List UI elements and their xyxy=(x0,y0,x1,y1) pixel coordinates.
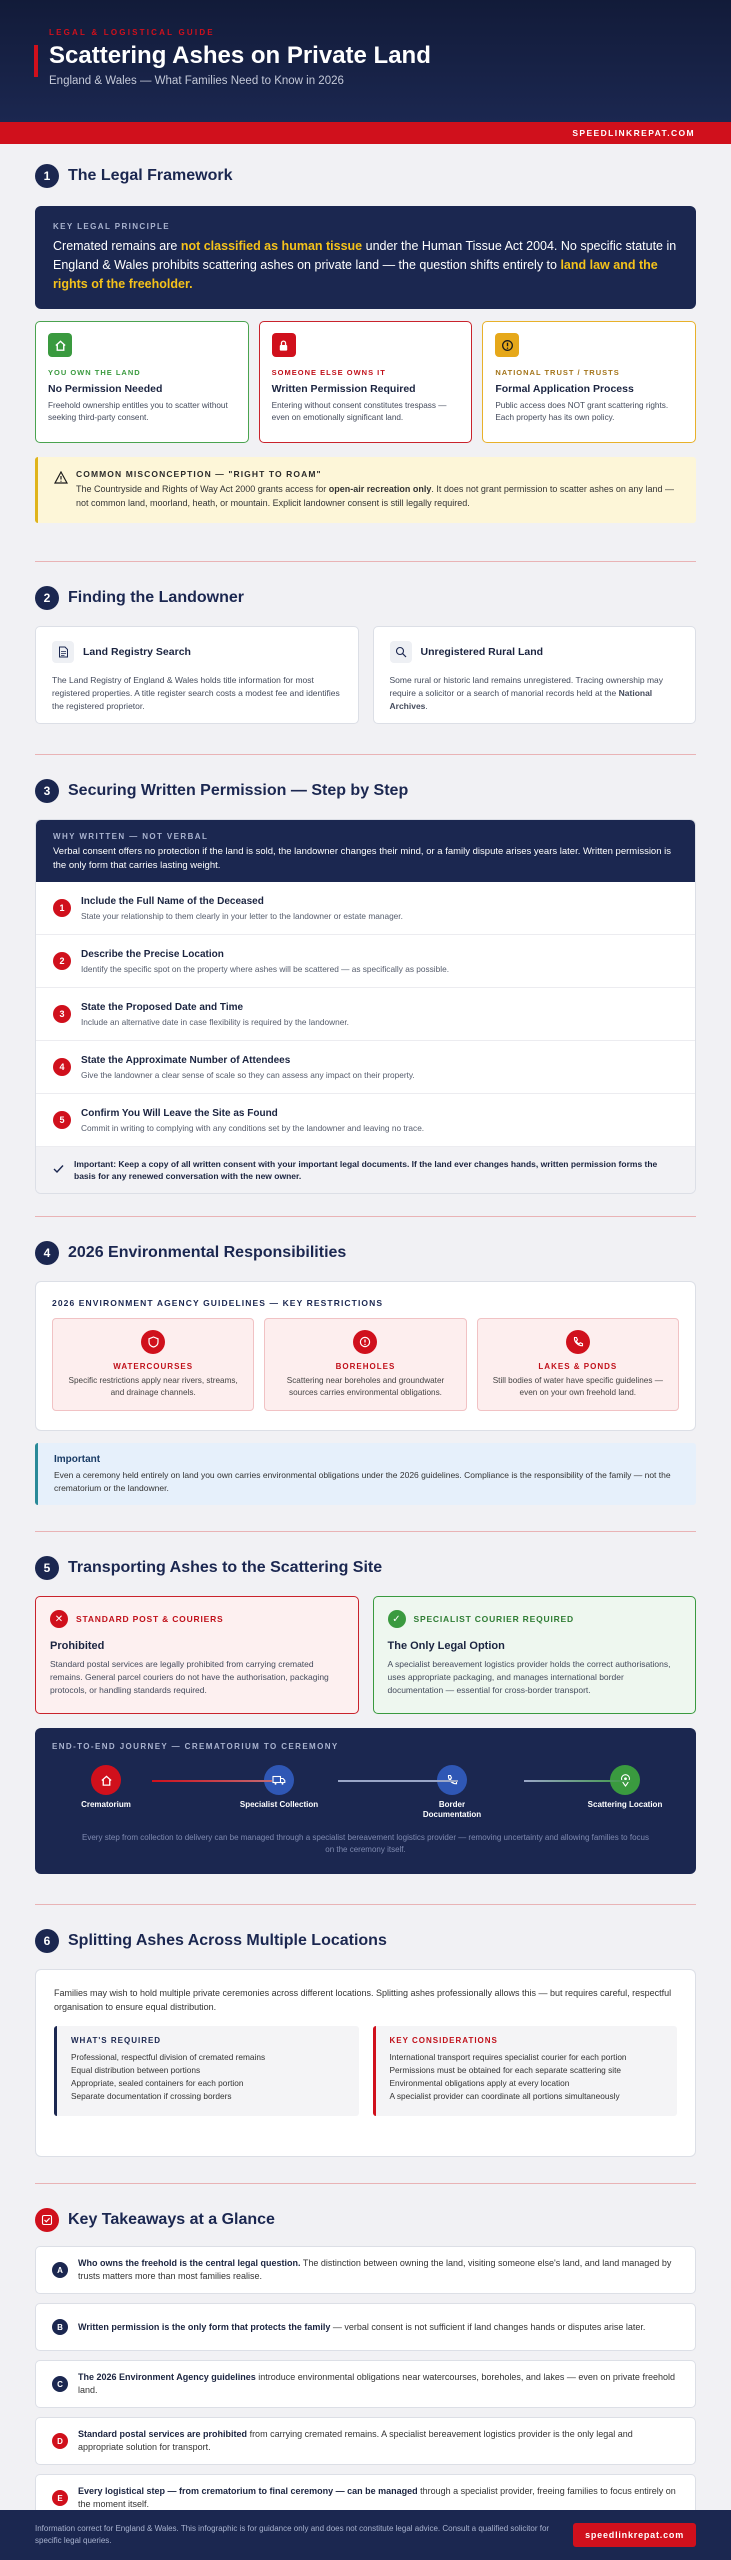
section-7-header xyxy=(35,2208,696,2232)
transport-cards xyxy=(35,1596,696,1714)
list-item: Environmental obligations apply at every location xyxy=(389,2078,570,2088)
shield-icon xyxy=(141,1330,165,1354)
why-label: WHY WRITTEN — NOT VERBAL xyxy=(53,832,209,841)
document-icon xyxy=(52,641,74,663)
specialist-courier-card xyxy=(373,1596,697,1714)
card-text: Entering without consent constitutes trespass — even on emotionally significant land. xyxy=(271,401,447,422)
journey-label: END-TO-END JOURNEY — CREMATORIUM TO CEREMONY xyxy=(52,1742,339,1751)
takeaway-text: Written permission is the only form that protects the family — verbal consent is not sufficient if land changes hands or disputes arise later. xyxy=(78,2321,646,2332)
section-title: 2026 Environmental Responsibilities xyxy=(68,1244,347,1261)
list-item: A specialist provider can coordinate all portions simultaneously xyxy=(389,2091,620,2101)
list-item: Professional, respectful division of cremated remains xyxy=(71,2052,266,2062)
card-own-land xyxy=(35,321,249,443)
card-title: Written Permission Required xyxy=(271,383,416,395)
node-label: Border Documentation xyxy=(422,1800,482,1819)
card-label: NATIONAL TRUST / TRUSTS xyxy=(495,368,620,377)
section-title: The Legal Framework xyxy=(68,167,233,184)
divider xyxy=(35,1904,696,1905)
journey-connector xyxy=(152,1780,272,1782)
important-title: Important xyxy=(54,1454,101,1465)
step-title: Describe the Precise Location xyxy=(81,948,224,960)
alert-circle-icon xyxy=(353,1330,377,1354)
journey-node-scattering xyxy=(585,1765,665,1810)
card-other-owner xyxy=(259,321,473,443)
divider xyxy=(35,2183,696,2184)
step-description: Include an alternative date in case flexibility is required by the landowner. xyxy=(81,1016,349,1027)
journey-node-collection xyxy=(239,1765,319,1810)
list-item: Equal distribution between portions xyxy=(71,2065,201,2075)
home-icon xyxy=(48,333,72,357)
site-strip: SPEEDLINKREPAT.COM xyxy=(0,122,731,144)
card-label: BOREHOLES xyxy=(335,1362,396,1371)
lakes-ponds-card xyxy=(477,1318,679,1411)
step-number: 3 xyxy=(53,1005,71,1023)
divider xyxy=(35,1216,696,1217)
step-description: State your relationship to them clearly in your letter to the landowner or estate manager. xyxy=(81,910,403,921)
card-title: Land Registry Search xyxy=(83,646,191,658)
ownership-cards xyxy=(35,321,696,443)
divider xyxy=(35,1531,696,1532)
permission-steps xyxy=(35,819,696,1194)
section-5-header xyxy=(35,1556,696,1580)
card-text: Some rural or historic land remains unregistered. Tracing ownership may require a solicitor or a search of manorial records held at the National Archives. xyxy=(389,675,664,711)
divider xyxy=(35,561,696,562)
steps-list xyxy=(36,882,695,1147)
considerations-list xyxy=(390,2051,664,2103)
takeaway-letter: C xyxy=(52,2376,68,2392)
divider xyxy=(35,754,696,755)
journey-connector xyxy=(338,1780,458,1782)
section-4-header xyxy=(35,1241,696,1265)
takeaway-item xyxy=(35,2303,696,2351)
step-title: Confirm You Will Leave the Site as Found xyxy=(81,1107,278,1119)
card-text: Public access does NOT grant scattering rights. Each property has its own policy. xyxy=(495,401,669,422)
takeaway-item xyxy=(35,2360,696,2408)
page-subtitle: England & Wales — What Families Need to Know in 2026 xyxy=(49,75,344,87)
important-note xyxy=(35,1443,696,1505)
steps-footnote: Important: Keep a copy of all written consent with your important legal documents. If the land ever changes hands, written permission forms the basis for any renewed conversation with the new owner. xyxy=(36,1147,695,1193)
key-legal-principle xyxy=(35,206,696,309)
step-row xyxy=(36,935,695,988)
takeaway-text: Standard postal services are prohibited from carrying cremated remains. A specialist bereavement logistics provider is the only legal and appropriate solution for transport. xyxy=(78,2429,633,2452)
card-title: Formal Application Process xyxy=(495,383,634,395)
why-text: Verbal consent offers no protection if the land is sold, the landowner changes their mind, or a family dispute arises years later. Written permission is the only form that carries lasting weight. xyxy=(53,846,671,871)
check-icon xyxy=(53,1164,64,1177)
section-2-header xyxy=(35,586,696,610)
section-number: 2 xyxy=(35,586,59,610)
card-text: Still bodies of water have specific guidelines — even on your own freehold land. xyxy=(492,1376,663,1397)
step-number: 4 xyxy=(53,1058,71,1076)
node-label: Specialist Collection xyxy=(239,1800,319,1809)
section-number: 6 xyxy=(35,1929,59,1953)
site-link-button[interactable]: speedlinkrepat.com xyxy=(573,2523,696,2547)
takeaway-item xyxy=(35,2417,696,2465)
box-label: WHAT'S REQUIRED xyxy=(71,2036,162,2045)
principle-text: Cremated remains are not classified as human tissue under the Human Tissue Act 2004. No specific statute in England & Wales prohibits scattering ashes on private land — the question shifts entirely to land law and the rights of the freeholder. xyxy=(53,239,677,291)
section-number: 5 xyxy=(35,1556,59,1580)
card-trusts xyxy=(482,321,696,443)
step-number: 2 xyxy=(53,952,71,970)
card-label: STANDARD POST & COURIERS xyxy=(76,1614,224,1624)
environment-guidelines xyxy=(35,1281,696,1431)
card-text: Specific restrictions apply near rivers, streams, and drainage channels. xyxy=(68,1376,238,1397)
step-row xyxy=(36,988,695,1041)
card-text: Freehold ownership entitles you to scatter without seeking third-party consent. xyxy=(48,401,228,422)
phone-icon xyxy=(566,1330,590,1354)
card-label: SPECIALIST COURIER REQUIRED xyxy=(413,1614,574,1624)
check-icon: ✓ xyxy=(388,1610,406,1628)
section-number: 3 xyxy=(35,779,59,803)
takeaway-letter: A xyxy=(52,2262,68,2278)
step-description: Give the landowner a clear sense of scale so they can assess any impact on their property. xyxy=(81,1069,415,1080)
section-3-header xyxy=(35,779,696,803)
card-label: YOU OWN THE LAND xyxy=(48,368,141,377)
checkbox-icon xyxy=(35,2208,59,2232)
header xyxy=(0,0,731,122)
alert-icon xyxy=(495,333,519,357)
why-written-banner xyxy=(36,820,695,882)
step-description: Identify the specific spot on the property where ashes will be scattered — as specifically as possible. xyxy=(81,963,450,974)
step-row xyxy=(36,1094,695,1147)
warning-icon xyxy=(54,471,68,489)
lock-icon xyxy=(272,333,296,357)
card-label: LAKES & PONDS xyxy=(538,1362,618,1371)
step-title: State the Proposed Date and Time xyxy=(81,1001,244,1013)
key-considerations-box xyxy=(373,2026,678,2116)
card-text: Standard postal services are legally prohibited from carrying cremated remains. General parcel couriers do not have the authorisation, packaging protocols, or handling standards required. xyxy=(50,1659,329,1695)
card-text: Scattering near boreholes and groundwater sources carries environmental obligations. xyxy=(286,1376,445,1397)
step-title: State the Approximate Number of Attendees xyxy=(81,1054,291,1066)
boreholes-card xyxy=(264,1318,466,1411)
required-list xyxy=(71,2051,345,2103)
takeaway-text: Who owns the freehold is the central legal question. The distinction between owning the land, visiting someone else's land, and land managed by trusts matters more than most families realise. xyxy=(78,2258,672,2281)
standard-post-card xyxy=(35,1596,359,1714)
card-label: WATERCOURSES xyxy=(113,1362,194,1371)
takeaway-text: Every logistical step — from crematorium to final ceremony — can be managed through a specialist provider, freeing families to focus entirely on the moment itself. xyxy=(78,2486,676,2509)
misconception-title: COMMON MISCONCEPTION — "RIGHT TO ROAM" xyxy=(76,469,322,479)
important-text: Even a ceremony held entirely on land you own carries environmental obligations under the 2026 guidelines. Compliance is the responsibility of the family — not the crematorium or the landowner. xyxy=(54,1470,671,1493)
footer-disclaimer: Information correct for England & Wales. This infographic is for guidance only and does not constitute legal advice. Consult a qualified solicitor for specific legal queries. xyxy=(35,2524,550,2545)
journey-node-border xyxy=(412,1765,492,1820)
page-title: Scattering Ashes on Private Land xyxy=(49,42,431,69)
takeaway-letter: D xyxy=(52,2433,68,2449)
land-registry-card xyxy=(35,626,359,724)
list-item: Separate documentation if crossing borders xyxy=(71,2091,232,2101)
takeaway-letter: B xyxy=(52,2319,68,2335)
card-text: The Land Registry of England & Wales holds title information for most registered properties. A title register search costs a modest fee and identifies the registered proprietor. xyxy=(52,675,340,711)
step-row xyxy=(36,1041,695,1094)
search-icon xyxy=(390,641,412,663)
node-label: Crematorium xyxy=(81,1800,131,1809)
section-title: Finding the Landowner xyxy=(68,589,244,606)
header-accent-bar xyxy=(34,45,38,77)
section-number: 4 xyxy=(35,1241,59,1265)
card-title: Unregistered Rural Land xyxy=(420,646,544,658)
step-description: Commit in writing to complying with any conditions set by the landowner and leaving no trace. xyxy=(81,1122,425,1133)
watercourses-card xyxy=(52,1318,254,1411)
journey-note: Every step from collection to delivery can be managed through a specialist bereavement logistics provider — removing uncertainty and allowing families to focus on the ceremony itself. xyxy=(82,1833,649,1854)
box-label: KEY CONSIDERATIONS xyxy=(389,2036,498,2045)
card-title: No Permission Needed xyxy=(48,383,163,395)
takeaways-list xyxy=(35,2246,696,2522)
section-number: 1 xyxy=(35,164,59,188)
takeaway-text: The 2026 Environment Agency guidelines introduce environmental obligations near watercourses, boreholes, and lakes — even on private freehold land. xyxy=(78,2372,675,2395)
section-title: Transporting Ashes to the Scattering Site xyxy=(68,1559,383,1576)
section-6-header xyxy=(35,1929,696,1953)
card-title: The Only Legal Option xyxy=(387,1640,505,1652)
principle-label: KEY LEGAL PRINCIPLE xyxy=(53,222,170,231)
section-title: Key Takeaways at a Glance xyxy=(68,2211,275,2228)
header-kicker: LEGAL & LOGISTICAL GUIDE xyxy=(49,28,215,37)
step-title: Include the Full Name of the Deceased xyxy=(81,895,264,907)
whats-required-box xyxy=(54,2026,359,2116)
footer xyxy=(0,2510,731,2560)
landowner-cards xyxy=(35,626,696,724)
takeaway-item xyxy=(35,2246,696,2294)
step-number: 5 xyxy=(53,1111,71,1129)
list-item: International transport requires specialist courier for each portion xyxy=(389,2052,627,2062)
misconception-text: The Countryside and Rights of Way Act 2000 grants access for open-air recreation only. It does not grant permission to scatter ashes on any land — not common land, moorland, heath, or mountain. Explicit landowner consent is still legally required. xyxy=(76,484,674,508)
step-row xyxy=(36,882,695,935)
card-title: Prohibited xyxy=(50,1640,105,1652)
guidelines-label: 2026 ENVIRONMENT AGENCY GUIDELINES — KEY RESTRICTIONS xyxy=(52,1298,384,1308)
section-title: Splitting Ashes Across Multiple Locations xyxy=(68,1932,387,1949)
list-item: Appropriate, sealed containers for each portion xyxy=(71,2078,244,2088)
node-label: Scattering Location xyxy=(587,1800,663,1809)
section-1-header xyxy=(35,164,696,188)
misconception-box xyxy=(35,457,696,523)
unregistered-land-card xyxy=(373,626,697,724)
journey-node-crematorium xyxy=(66,1765,146,1810)
journey-panel xyxy=(35,1728,696,1874)
splitting-ashes-panel xyxy=(35,1969,696,2157)
home-icon xyxy=(91,1765,121,1795)
journey-connector xyxy=(524,1780,634,1782)
close-icon: ✕ xyxy=(50,1610,68,1628)
card-text: A specialist bereavement logistics provider holds the correct authorisations, uses appropriate packaging, and manages international border documentation — essential for cross-border transport. xyxy=(387,1659,671,1695)
step-number: 1 xyxy=(53,899,71,917)
section-title: Securing Written Permission — Step by Step xyxy=(68,782,409,799)
list-item: Permissions must be obtained for each separate scattering site xyxy=(389,2065,622,2075)
card-label: SOMEONE ELSE OWNS IT xyxy=(271,368,386,377)
takeaway-letter: E xyxy=(52,2490,68,2506)
splitting-intro: Families may wish to hold multiple private ceremonies across different locations. Splitting ashes professionally allows this — but requires careful, respectful organisation to ensure equal distribution. xyxy=(54,1988,672,2012)
